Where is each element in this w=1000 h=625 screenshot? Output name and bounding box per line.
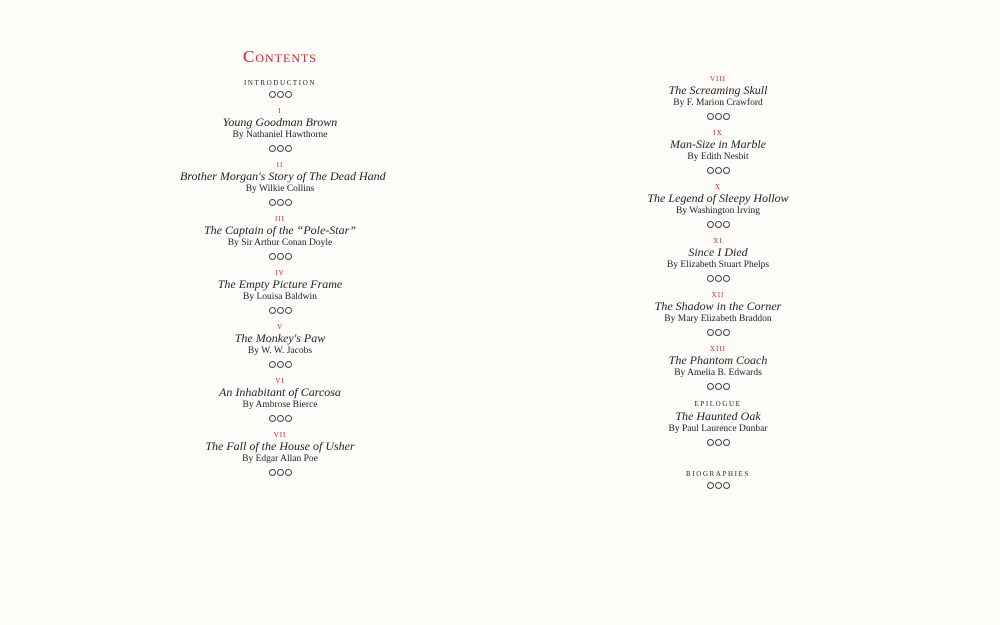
toc-entry[interactable] <box>180 161 386 208</box>
toc-entry[interactable] <box>180 378 380 424</box>
entry-numeral: II <box>276 161 284 169</box>
ornament-divider <box>180 142 380 154</box>
right-column <box>618 76 818 499</box>
entry-author: By Louisa Baldwin <box>243 292 317 302</box>
entry-author: By Edgar Allan Poe <box>242 454 318 464</box>
entry-author: By Ambrose Bierce <box>242 400 318 410</box>
ornament-divider <box>180 250 380 262</box>
entry-author: By W. W. Jacobs <box>247 346 313 356</box>
ornament-divider <box>618 326 818 338</box>
toc-entry[interactable] <box>180 432 380 478</box>
entry-numeral: V <box>276 323 284 331</box>
entry-title: The Empty Picture Frame <box>217 277 343 291</box>
entry-title: The Screaming Skull <box>668 83 768 97</box>
toc-entry[interactable] <box>180 216 380 262</box>
entry-numeral: XII <box>711 291 725 299</box>
entry-title: Brother Morgan's Story of The Dead Hand <box>180 169 386 183</box>
toc-entry[interactable] <box>618 76 818 122</box>
ornament-divider <box>618 436 818 448</box>
spacer <box>618 456 818 468</box>
entry-numeral: XI <box>713 237 723 245</box>
epilogue-label: EPILOGUE <box>694 400 742 408</box>
entry-numeral: III <box>275 215 285 223</box>
entry-numeral: VI <box>275 377 285 385</box>
entry-numeral: VIII <box>709 75 727 83</box>
toc-entry[interactable] <box>180 324 380 370</box>
epilogue-entry[interactable] <box>618 400 818 448</box>
toc-entry[interactable] <box>618 184 818 230</box>
biographies-link[interactable]: BIOGRAPHIES <box>686 470 750 478</box>
left-column <box>180 47 386 486</box>
entry-author: By Wilkie Collins <box>245 184 315 194</box>
ornament-divider <box>180 304 380 316</box>
ornament-divider <box>618 164 818 176</box>
ornament-divider <box>618 110 818 122</box>
entry-title: The Haunted Oak <box>675 409 761 423</box>
entry-title: The Phantom Coach <box>668 353 768 367</box>
entry-title: The Legend of Sleepy Hollow <box>647 191 789 205</box>
entry-numeral: VII <box>273 431 287 439</box>
ornament-divider <box>180 466 380 478</box>
ornament-divider <box>180 88 380 100</box>
entry-title: An Inhabitant of Carcosa <box>219 385 341 399</box>
entry-title: The Monkey's Paw <box>234 331 326 345</box>
entry-title: Since I Died <box>688 245 748 259</box>
toc-entry[interactable] <box>618 238 818 284</box>
ornament-divider <box>180 358 380 370</box>
entry-title: Young Goodman Brown <box>222 115 338 129</box>
ornament-divider <box>618 218 818 230</box>
toc-entry[interactable] <box>618 346 818 392</box>
entry-author: By Amelia B. Edwards <box>674 368 762 378</box>
ornament-divider <box>618 479 818 491</box>
ornament-divider <box>180 196 380 208</box>
toc-entry[interactable] <box>180 270 380 316</box>
entry-author: By Nathaniel Hawthorne <box>232 130 328 140</box>
toc-entry[interactable] <box>180 108 380 154</box>
entry-numeral: X <box>714 183 722 191</box>
ornament-divider <box>618 272 818 284</box>
introduction-link[interactable]: INTRODUCTION <box>243 79 317 87</box>
entry-numeral: XIII <box>709 345 727 353</box>
entry-author: By Washington Irving <box>675 206 761 216</box>
entry-author: By Paul Laurence Dunbar <box>668 424 768 434</box>
entry-author: By Sir Arthur Conan Doyle <box>227 238 333 248</box>
entry-author: By Mary Elizabeth Braddon <box>664 314 772 324</box>
ornament-divider <box>180 412 380 424</box>
entry-title: Man-Size in Marble <box>670 137 766 151</box>
entry-title: The Shadow in the Corner <box>654 299 782 313</box>
entry-numeral: IV <box>275 269 285 277</box>
entry-author: By F. Marion Crawford <box>673 98 763 108</box>
entry-numeral: I <box>278 107 282 115</box>
entry-author: By Edith Nesbit <box>687 152 749 162</box>
entry-title: The Fall of the House of Usher <box>205 439 355 453</box>
entry-title: The Captain of the “Pole-Star” <box>203 223 356 237</box>
contents-heading: Contents <box>242 47 317 66</box>
toc-entry[interactable] <box>618 292 818 338</box>
ornament-divider <box>618 380 818 392</box>
entry-numeral: IX <box>713 129 723 137</box>
toc-entry[interactable] <box>618 130 818 176</box>
entry-author: By Elizabeth Stuart Phelps <box>666 260 770 270</box>
